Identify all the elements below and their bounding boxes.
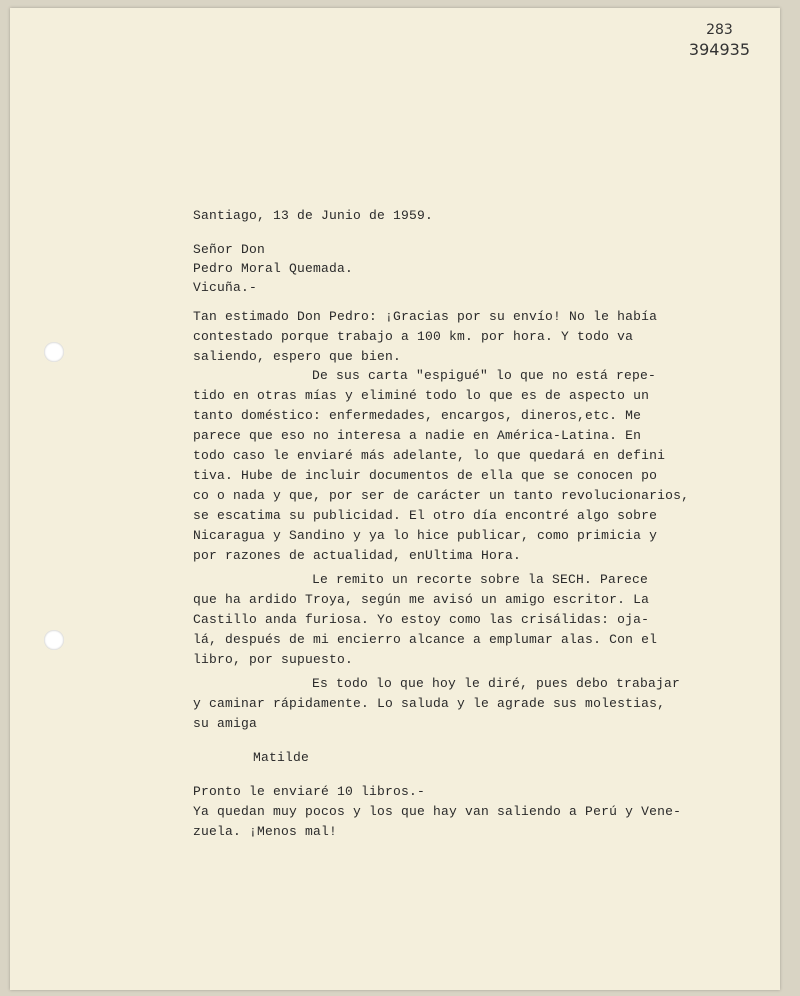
text-line: tiva. Hube de incluir documentos de ella que se conocen po [193, 468, 658, 483]
addressee-line: Pedro Moral Quemada. [193, 261, 354, 276]
letter-page [10, 8, 780, 990]
text-line: Castillo anda furiosa. Yo estoy como las crisálidas: oja- [193, 612, 650, 627]
text-line: saliendo, espero que bien. [193, 349, 402, 364]
text-line: lá, después de mi encierro alcance a emplumar alas. Con el [193, 632, 658, 647]
text-line: por razones de actualidad, enUltima Hora. [193, 548, 522, 563]
text-line: Ya quedan muy pocos y los que hay van saliendo a Perú y Vene- [193, 804, 682, 819]
punch-hole-top [44, 342, 64, 362]
archive-number-top: 283 [706, 22, 733, 38]
text-line: contestado porque trabajo a 100 km. por hora. Y todo va [193, 329, 634, 344]
addressee-line: Vicuña.- [193, 280, 258, 295]
text-line: que ha ardido Troya, según me avisó un amigo escritor. La [193, 592, 650, 607]
addressee-line: Señor Don [193, 242, 266, 257]
text-line: zuela. ¡Menos mal! [193, 824, 338, 839]
text-line: Pronto le enviaré 10 libros.- [193, 784, 426, 799]
signature: Matilde [253, 750, 310, 765]
text-line: se escatima su publicidad. El otro día encontré algo sobre [193, 508, 658, 523]
text-line: co o nada y que, por ser de carácter un tanto revolucionarios, [193, 488, 690, 503]
archive-number-stamp [689, 20, 750, 60]
punch-hole-bottom [44, 630, 64, 650]
text-line: Nicaragua y Sandino y ya lo hice publicar, como primicia y [193, 528, 658, 543]
text-line: su amiga [193, 716, 258, 731]
letter-date: Santiago, 13 de Junio de 1959. [193, 208, 434, 223]
text-line: Le remito un recorte sobre la SECH. Parece [312, 572, 649, 587]
text-line: De sus carta "espigué" lo que no está repe- [312, 368, 657, 383]
archive-number-bottom: 394935 [688, 40, 750, 59]
text-line: libro, por supuesto. [193, 652, 354, 667]
text-line: tido en otras mías y eliminé todo lo que es de aspecto un [193, 388, 650, 403]
text-line: y caminar rápidamente. Lo saluda y le agrade sus molestias, [193, 696, 666, 711]
text-line: todo caso le enviaré más adelante, lo que quedará en defini [193, 448, 666, 463]
text-line: Tan estimado Don Pedro: ¡Gracias por su envío! No le había [193, 309, 658, 324]
text-line: tanto doméstico: enfermedades, encargos, dineros,etc. Me [193, 408, 642, 423]
text-line: parece que eso no interesa a nadie en América-Latina. En [193, 428, 642, 443]
text-line: Es todo lo que hoy le diré, pues debo trabajar [312, 676, 681, 691]
